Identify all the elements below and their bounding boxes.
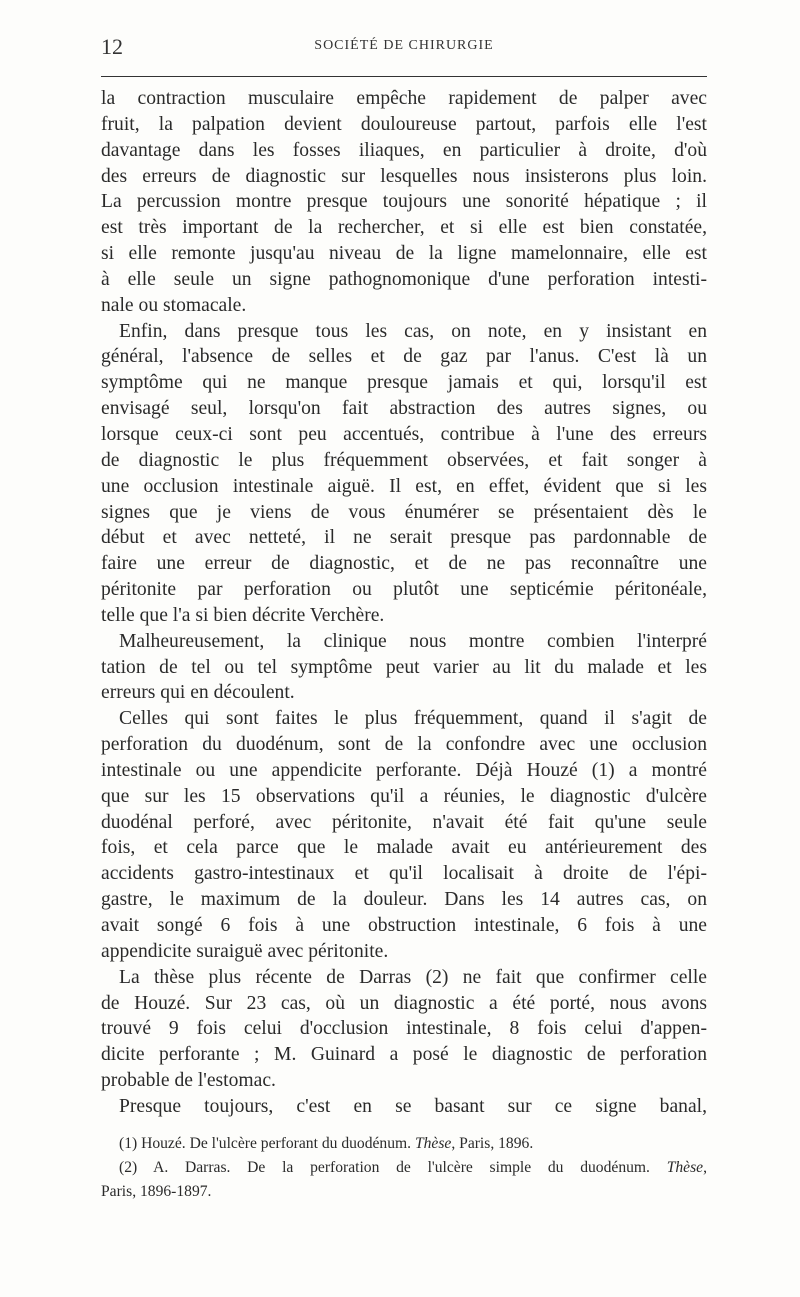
text-line: appendicite suraiguë avec péritonite.: [101, 940, 389, 962]
footnote-1-italic: Thèse: [414, 1135, 452, 1152]
text-line: telle que l'a si bien décrite Verchère.: [101, 604, 385, 626]
page-number: 12: [101, 34, 123, 59]
text-line: fruit, la palpation devient douloureuse partout, parfois elle l'est: [101, 113, 707, 135]
footnote-1-text: (1) Houzé. De l'ulcère perforant du duodénum.: [119, 1135, 415, 1152]
footnote-2-tail: ,: [703, 1159, 707, 1176]
footnote-2: [101, 1156, 707, 1180]
text-line: que sur les 15 observations qu'il a réunies, le diagnostic d'ulcère: [101, 785, 707, 807]
text-line: Malheureusement, la clinique nous montre combien l'interpré: [119, 630, 707, 652]
text-line: faire une erreur de diagnostic, et de ne pas reconnaître une: [101, 553, 707, 575]
text-line: envisagé seul, lorsqu'on fait abstraction des autres signes, ou: [101, 398, 707, 420]
text-line: de diagnostic le plus fréquemment observées, et fait songer à: [101, 449, 707, 471]
text-line: avait songé 6 fois à une obstruction intestinale, 6 fois à une: [101, 915, 707, 936]
text-line: Presque toujours, c'est en se basant sur ce signe banal,: [119, 1095, 707, 1117]
text-line: signes que je viens de vous énumérer se présentaient dès le: [101, 501, 707, 523]
footnote-1-tail: , Paris, 1896.: [451, 1135, 534, 1152]
running-title: SOCIÉTÉ DE CHIRURGIE: [314, 38, 494, 53]
text-line: nale ou stomacale.: [101, 294, 247, 316]
text-line: Celles qui sont faites le plus fréquemment, quand il s'agit de: [119, 708, 707, 730]
footnote-2-text: (2) A. Darras. De la perforation de l'ulcère simple du duodénum.: [119, 1159, 667, 1176]
footnotes: [101, 1132, 707, 1204]
footnote-1: [101, 1132, 707, 1156]
text-line: trouvé 9 fois celui d'occlusion intestinale, 8 fois celui d'appen-: [101, 1018, 707, 1040]
text-line: perforation du duodénum, sont de la confondre avec une occlusion: [101, 734, 707, 756]
text-line: symptôme qui ne manque presque jamais et qui, lorsqu'il est: [101, 372, 707, 394]
text-line: La percussion montre presque toujours une sonorité hépatique ; il: [101, 191, 707, 213]
text-line: est très important de la rechercher, et si elle est bien constatée,: [101, 217, 707, 239]
text-line: duodénal perforé, avec péritonite, n'avait été fait qu'une seule: [101, 811, 707, 833]
text-line: fois, et cela parce que le malade avait eu antérieurement des: [101, 837, 707, 859]
footnote-2-italic: Thèse: [666, 1159, 704, 1176]
text-line: général, l'absence de selles et de gaz par l'anus. C'est là un: [101, 346, 707, 368]
body-text: [101, 86, 707, 1120]
text-line: gastre, le maximum de la douleur. Dans les 14 autres cas, on: [101, 889, 707, 911]
text-line: Enfin, dans presque tous les cas, on note, en y insistant en: [119, 320, 707, 342]
text-line: La thèse plus récente de Darras (2) ne fait que confirmer celle: [119, 966, 707, 988]
text-line: davantage dans les fosses iliaques, en particulier à droite, d'où: [101, 139, 707, 161]
text-line: erreurs qui en découlent.: [101, 682, 295, 704]
text-line: à elle seule un signe pathognomonique d'une perforation intesti-: [101, 268, 707, 290]
text-line: de Houzé. Sur 23 cas, où un diagnostic a été porté, nous avons: [101, 992, 707, 1014]
text-line: des erreurs de diagnostic sur lesquelles nous insisterons plus loin.: [101, 165, 707, 187]
text-line: si elle remonte jusqu'au niveau de la ligne mamelonnaire, elle est: [101, 243, 707, 265]
text-line: accidents gastro-intestinaux et qu'il localisait à droite de l'épi-: [101, 863, 707, 885]
header-rule: [101, 76, 707, 77]
text-line: début et avec netteté, il ne serait presque pas pardonnable de: [101, 527, 707, 549]
text-line: tation de tel ou tel symptôme peut varier au lit du malade et les: [101, 656, 707, 678]
text-line: péritonite par perforation ou plutôt une septicémie péritonéale,: [101, 579, 707, 601]
text-line: la contraction musculaire empêche rapidement de palper avec: [101, 88, 707, 109]
text-line: intestinale ou une appendicite perforante. Déjà Houzé (1) a montré: [101, 759, 707, 781]
footnote-2-continuation: Paris, 1896-1897.: [101, 1183, 212, 1200]
text-line: dicite perforante ; M. Guinard a posé le diagnostic de perforation: [101, 1044, 707, 1066]
text-line: lorsque ceux-ci sont peu accentués, contribue à l'une des erreurs: [101, 423, 707, 445]
text-line: probable de l'estomac.: [101, 1070, 276, 1092]
text-line: une occlusion intestinale aiguë. Il est, en effet, évident que si les: [101, 475, 707, 497]
page-header: [101, 34, 707, 74]
